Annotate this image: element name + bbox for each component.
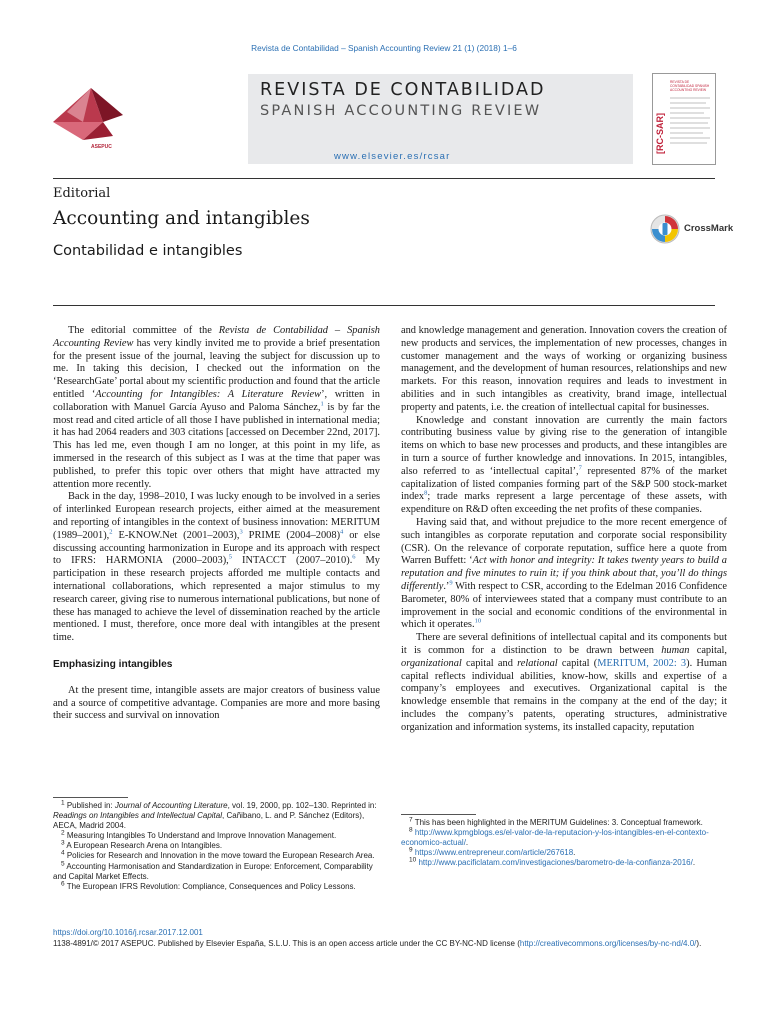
footnote-link-entrepreneur[interactable]: https://www.entrepreneur.com/article/267618 <box>414 848 574 858</box>
journal-subtitle: SPANISH ACCOUNTING REVIEW <box>260 103 542 119</box>
citation-link-meritum[interactable]: MERITUM, 2002: 3 <box>597 657 687 669</box>
footnote-1: $^1$ Published in: Journal of Accounting Literature, vol. 19, 2000, pp. 102–130. Reprinted in: Readings on Intangibles and Intellectual Capital, Cañibano, L. and P. Sánchez (Editors), AECA, Madrid 2004. <box>53 799 377 831</box>
footnote-ref-3[interactable]: 3 <box>239 528 243 536</box>
footnote-ref-7[interactable]: 7 <box>578 464 582 472</box>
crossmark-button[interactable] <box>650 213 732 245</box>
footnote-ref-5[interactable]: 5 <box>228 553 233 561</box>
paragraph: Back in the day, 1998–2010, I was lucky enough to be involved in a series of interlinked European research projects, either aimed at the measurement and reporting of intangibles in the context of business innovation: MERITUM (1989–2001),$^2$ E-KNOW.Net (2001–2003),$^3$ PRIME (2004–2008)$^4$ or else discussing accounting harmonization in Europe and its approach with respect to IFRS: HARMONIA (2000–2003),$^5$ INTACCT (2007–2010).$^6$ My participation in these research projects afforded me multiple contacts and international collaborations, which represented a major stimulus to my research career, giving rise to numerous international publications, but none of these has managed to achieve the level of dissemination reached by the article mentioned. I must, therefore, once more deal with intangibles at the present time. <box>53 491 380 644</box>
asepuc-logo-icon <box>53 60 123 160</box>
crossmark-label: CrossMark <box>684 223 734 234</box>
publisher-logo <box>53 60 123 160</box>
footnote-9: $^9$ https://www.entrepreneur.com/article/267618. <box>409 846 576 858</box>
section-heading: Emphasizing intangibles <box>53 658 173 670</box>
cover-label: [RC-SAR] <box>655 113 665 154</box>
cover-spine <box>655 80 667 158</box>
footnote-ref-1[interactable]: 1 <box>320 400 324 408</box>
paragraph: Knowledge and constant innovation are currently the main factors contributing business value by giving rise to the generation of intangible items on which to base new processes and products, and these intangibles are in turn a source of further knowledge and innovations. In 2015, intangibles, also referred to as ‘intellectual capital’,$^7$ represented 87% of the market capitalization of listed companies forming part of the S&P 500 stock-market index$^8$; trade marks represent a large percentage of these assets, with expenditure on R&D often exceeding the net profits of these companies. <box>401 414 727 516</box>
license-link[interactable]: http://creativecommons.org/licenses/by-nc-nd/4.0/ <box>519 939 697 948</box>
footnote-ref-9[interactable]: 9 <box>449 579 453 587</box>
footnote-ref-10[interactable]: 10 <box>474 617 482 625</box>
footnote-2: $^2$ Measuring Intangibles To Understand and Improve Innovation Management. <box>61 829 337 841</box>
logo-caption: ASEPUC <box>91 144 112 150</box>
footnote-link-kpmg[interactable]: http://www.kpmgblogs.es/el-valor-de-la-reputacion-y-los-intangibles-en-el-contexto-economico-actual/ <box>401 828 709 848</box>
paragraph: and knowledge management and generation. Innovation covers the creation of new products and services, the implementation of new processes, changes in customer management and the ways of working or organizing business management, and the development of human resources, relationships and new markets. For this reason, innovation requires and leads to investment in abilities and in such intangibles as creativity, brand image, intellectual property and patents, i.e. the creation of intellectual capital for businesses. <box>401 325 727 413</box>
footnotes-right <box>401 818 727 868</box>
footnote-6: $^6$ The European IFRS Revolution: Compliance, Consequences and Policy Lessons. <box>61 880 356 891</box>
footnote-8: $^8$ http://www.kpmgblogs.es/el-valor-de-la-reputacion-y-los-intangibles-en-el-contexto-economico-actual/. <box>401 826 709 848</box>
footnote-10: $^{10}$ http://www.pacificlatam.com/investigaciones/barometro-de-la-confianza-2016/. <box>409 856 696 868</box>
footnote-5: $^5$ Accounting Harmonisation and Standardization in Europe: Enforcement, Comparability and Capital Market Effects. <box>53 859 373 881</box>
cover-title: REVISTA DE CONTABILIDAD SPANISH ACCOUNTING REVIEW <box>670 80 710 92</box>
footnote-divider <box>401 814 476 815</box>
body-column-right <box>401 325 727 735</box>
footnote-7: $^7$ This has been highlighted in the MERITUM Guidelines: 3. Conceptual framework. <box>409 816 703 827</box>
crossmark-icon <box>650 213 680 245</box>
footnote-link-pacific[interactable]: http://www.pacificlatam.com/investigaciones/barometro-de-la-confianza-2016/ <box>418 858 693 868</box>
article-section-label: Editorial <box>53 186 111 201</box>
footnote-ref-6[interactable]: 6 <box>352 553 356 561</box>
footnote-4: $^4$ Policies for Research and Innovation in the move toward the European Research Area. <box>61 849 375 861</box>
article-title: Accounting and intangibles <box>53 208 310 229</box>
footnote-ref-2[interactable]: 2 <box>109 528 113 536</box>
body-column-left <box>53 325 380 723</box>
running-citation[interactable]: Revista de Contabilidad – Spanish Accounting Review 21 (1) (2018) 1–6 <box>251 43 517 53</box>
footnote-ref-4[interactable]: 4 <box>340 528 344 536</box>
footnotes-left <box>53 801 380 892</box>
journal-masthead <box>248 74 633 164</box>
paragraph: Having said that, and without prejudice to the more recent emergence of such intangibles as corporate reputation and corporate social responsibility (CSR). On the relevance of corporate reputation, suffice here a quote from Warren Buffett: ‘Act with honor and integrity: It takes twenty years to build a reputation and five minutes to ruin it; if you think about that, you’ll do things differently.’$^9$ With respect to CSR, according to the Edelman 2016 Confidence Barometer, 80% of interviewees stated that a company must contribute to an improvement in the social and economic conditions of the environmental in which it operates.$^{10}$ <box>401 516 728 631</box>
doi-link[interactable]: https://doi.org/10.1016/j.rcsar.2017.12.001 <box>53 928 203 937</box>
journal-title: REVISTA DE CONTABILIDAD <box>260 80 546 100</box>
paragraph: There are several definitions of intellectual capital and its components but it is common for a distinction to be drawn between human capital, organizational capital and relational capital (MERITUM, 2002: 3). Human capital reflects individual abilities, know-how, skills and expertise of a company’s employees and executives. Organizational capital is the knowledge ensemble that remains in the company at the end of the day; it includes the company’s patents, operating structures, administrative organization and information systems, its installed capacity, reputation <box>401 632 727 733</box>
paragraph: At the present time, intangible assets are major creators of business value and a source of competitive advantage. Companies are more and more basing their success and survival on innovation <box>53 684 380 722</box>
journal-url-link[interactable]: www.elsevier.es/rcsar <box>334 151 451 162</box>
license-statement: 1138-4891/© 2017 ASEPUC. Published by Elsevier España, S.L.U. This is an open access article under the CC BY-NC-ND license (http://creativecommons.org/licenses/by-nc-nd/4.0/). <box>53 939 702 948</box>
journal-cover-thumbnail <box>652 73 716 165</box>
cover-contents-lines-icon <box>670 96 712 158</box>
header-divider <box>53 178 715 179</box>
footnote-3: $^3$ A European Research Arena on Intangibles. <box>61 839 223 851</box>
footnote-ref-8[interactable]: 8 <box>424 489 428 497</box>
paragraph: The editorial committee of the Revista de Contabilidad – Spanish Accounting Review has very kindly invited me to provide a brief presentation for the present issue of the journal, leaving the subject for discussion up to me. In taking this decision, I checked out the information on the ‘ResearchGate’ portal about my scientific production and found that the article entitled ‘Accounting for Intangibles: A Literature Review’, written in collaboration with Manuel García Ayuso and Paloma Sánchez,$^1$ is by far the most read and cited article of all those I have published in international media; it has had 2064 readers and 303 citations [accessed on December 22nd, 2017]. This has led me, even though I am no longer, at this point in my life, as immersed in the research of this subject as I was at the time that paper was published, to prefer this topic over others that might have attracted my attention more recently. <box>53 325 380 490</box>
footnote-divider <box>53 797 128 798</box>
article-subtitle: Contabilidad e intangibles <box>53 243 243 259</box>
abstract-divider <box>53 305 715 306</box>
